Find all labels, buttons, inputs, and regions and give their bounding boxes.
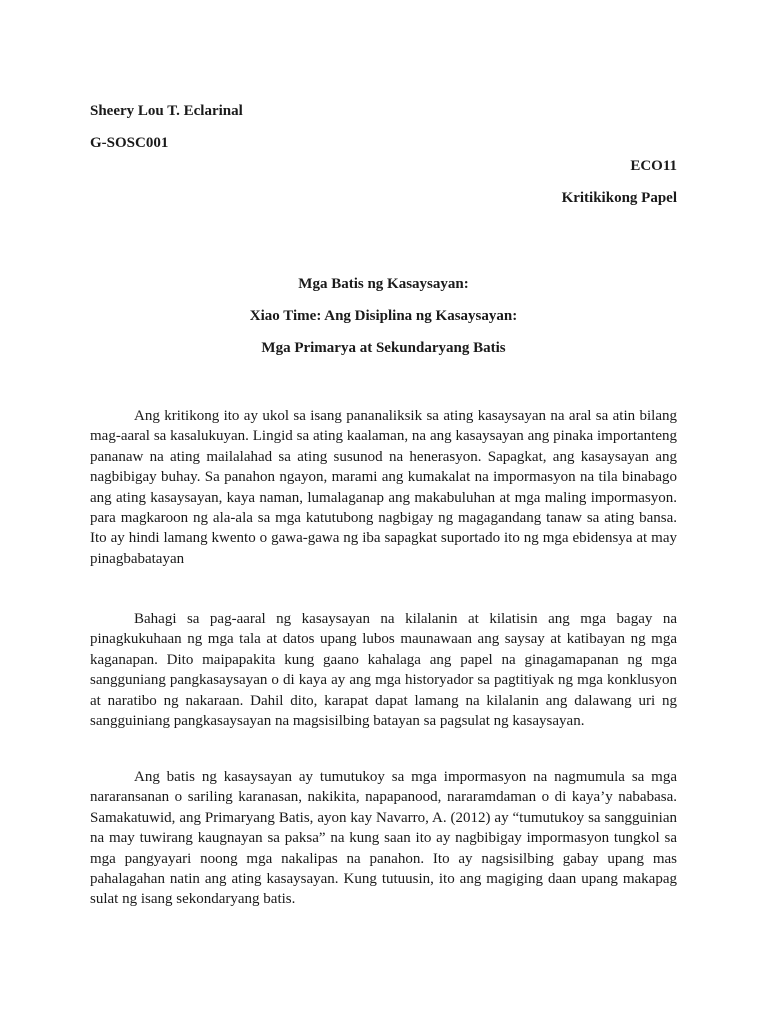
author-name: Sheery Lou T. Eclarinal bbox=[90, 103, 243, 119]
title-line-2: Xiao Time: Ang Disiplina ng Kasaysayan: bbox=[249, 308, 518, 324]
course-info bbox=[562, 150, 677, 214]
paragraph-2: Bahagi sa pag-aaral ng kasaysayan na kilalanin at kilatisin ang mga bagay na pinagkukuhaan ng mga tala at datos upang lubos maunawaan ang saysay at katibayan ng mga kaganapan. Dito maipapakita kung gaano kahalaga ang papel na ginagamapanan ng mga sangguniang pangkasaysayan o di kaya ay ang mga historyador sa pagtitiyak ng mga konklusyon at naratibo ng nakaraan. Dahil dito, karapat dapat lamang na kilalanin ang dalawang uri ng sangguiniang pangkasaysayan na magsisilbing batayan sa pagsulat ng kasaysayan. bbox=[90, 611, 677, 730]
author-section: G-SOSC001 bbox=[90, 135, 169, 151]
paragraph-1: Ang kritikong ito ay ukol sa isang pananaliksik sa ating kasaysayan na aral sa atin bilang mag-aaral sa kasalukuyan. Lingid sa ating kaalaman, na ang kasaysayan ang pinaka importanteng pananaw na ating mailalahad sa ating susunod na henerasyon. Sapagkat, ang kasaysayan ang nagbibigay buhay. Sa panahon ngayon, marami ang kumakalat na impormasyon na tila binabago ang ating kasaysayan, kaya naman, lumalaganap ang makabuluhan at mga maling impormasyon. para magkaroon ng ala-ala sa mga katutubong nagbigay ng magagandang tanaw sa ating bansa. Ito ay hindi lamang kwento o gawa-gawa ng iba sapagkat suportado ito ng mga ebidensya at may pinagbabatayan bbox=[90, 408, 677, 567]
course-code: ECO11 bbox=[630, 158, 677, 174]
paragraph-3: Ang batis ng kasaysayan ay tumutukoy sa mga impormasyon na nagmumula sa mga nararansanan o sariling karanasan, nakikita, napapanood, nararamdaman o di kaya’y nababasa. Samakatuwid, ang Primaryang Batis, ayon kay Navarro, A. (2012) ay “tumutukoy sa sangguinian na may tuwirang kaugnayan sa paksa” na kung saan ito ay nagbibigay impormasyon tungkol sa mga pangyayari noong mga nakalipas na panahon. Ito ay nagsisilbing gabay upang mas pahalagahan natin ang ating kasaysayan. Kung tutuusin, ito ang magiging daan upang makapag sulat ng isang sekondaryang batis. bbox=[90, 769, 677, 908]
title-line-1: Mga Batis ng Kasaysayan: bbox=[298, 276, 469, 292]
paper-type: Kritikikong Papel bbox=[561, 190, 677, 206]
author-info bbox=[90, 95, 243, 159]
title-line-3: Mga Primarya at Sekundaryang Batis bbox=[261, 340, 506, 356]
paper-title bbox=[90, 268, 677, 364]
